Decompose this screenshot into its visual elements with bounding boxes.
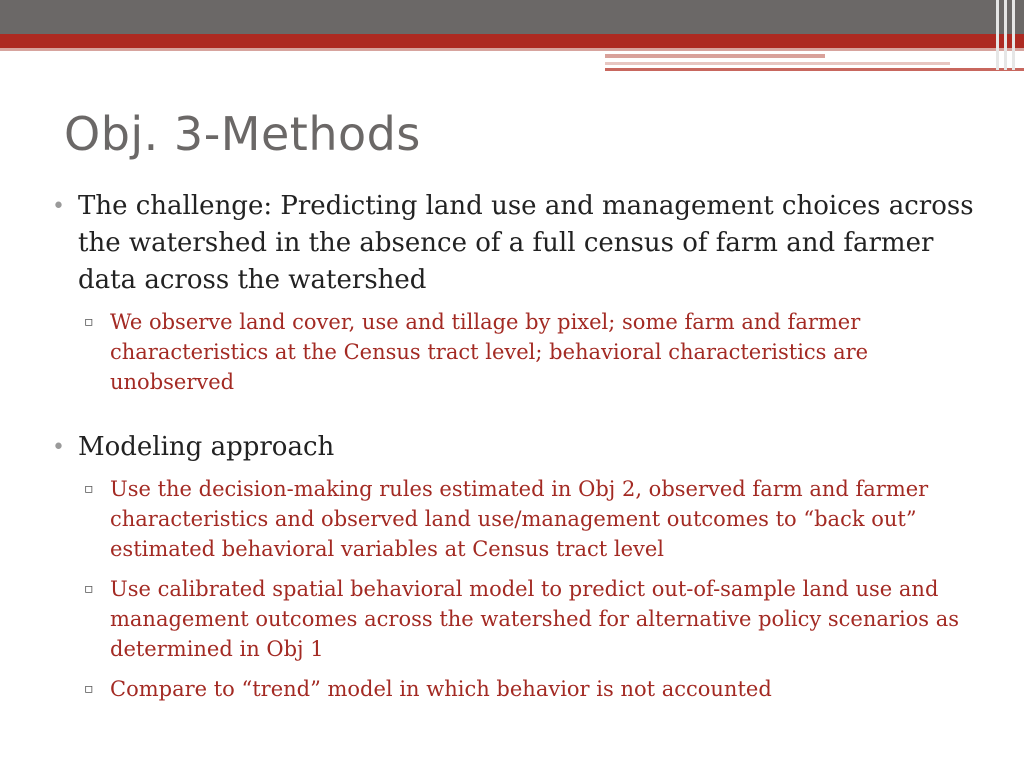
slide-title: Obj. 3-Methods <box>64 107 421 161</box>
sub-bullet-icon: ▫ <box>84 314 94 330</box>
sub-bullet-item <box>50 574 980 664</box>
sub-bullet-text: We observe land cover, use and tillage by pixel; some farm and farmer characteristics at the Census tract level; behavioral characteristics are unobserved <box>110 310 869 394</box>
sub-bullet-icon: ▫ <box>84 681 94 697</box>
sub-bullet-item <box>50 474 980 564</box>
bullet-item <box>50 429 980 466</box>
header-vertical-line <box>1004 0 1007 70</box>
sub-bullet-icon: ▫ <box>84 581 94 597</box>
header-accent-strip <box>605 54 825 58</box>
header-vertical-line <box>1012 0 1015 70</box>
header-gray-bar <box>0 0 1024 34</box>
bullet-text: The challenge: Predicting land use and management choices across the watershed in the absence of a full census of farm and farmer data across the watershed <box>78 191 974 295</box>
bullet-item <box>50 188 980 299</box>
sub-bullet-item <box>50 307 980 397</box>
bullet-text: Modeling approach <box>78 432 335 462</box>
sub-bullet-item <box>50 674 980 704</box>
bullet-icon: • <box>52 194 65 219</box>
sub-bullet-icon: ▫ <box>84 481 94 497</box>
bullet-icon: • <box>52 435 65 460</box>
sub-bullet-text: Use the decision-making rules estimated in Obj 2, observed farm and farmer characteristics and observed land use/management outcomes to “back out” estimated behavioral variables at Census tract level <box>110 477 929 561</box>
header-vertical-line <box>996 0 999 70</box>
header-accent-strip <box>605 68 1024 71</box>
slide-body <box>50 188 980 704</box>
header-red-band-highlight <box>0 48 1024 51</box>
sub-bullet-text: Compare to “trend” model in which behavior is not accounted <box>110 677 772 701</box>
sub-bullet-text: Use calibrated spatial behavioral model to predict out-of-sample land use and management outcomes across the watershed for alternative policy scenarios as determined in Obj 1 <box>110 577 960 661</box>
header-accent-strip <box>605 62 950 65</box>
